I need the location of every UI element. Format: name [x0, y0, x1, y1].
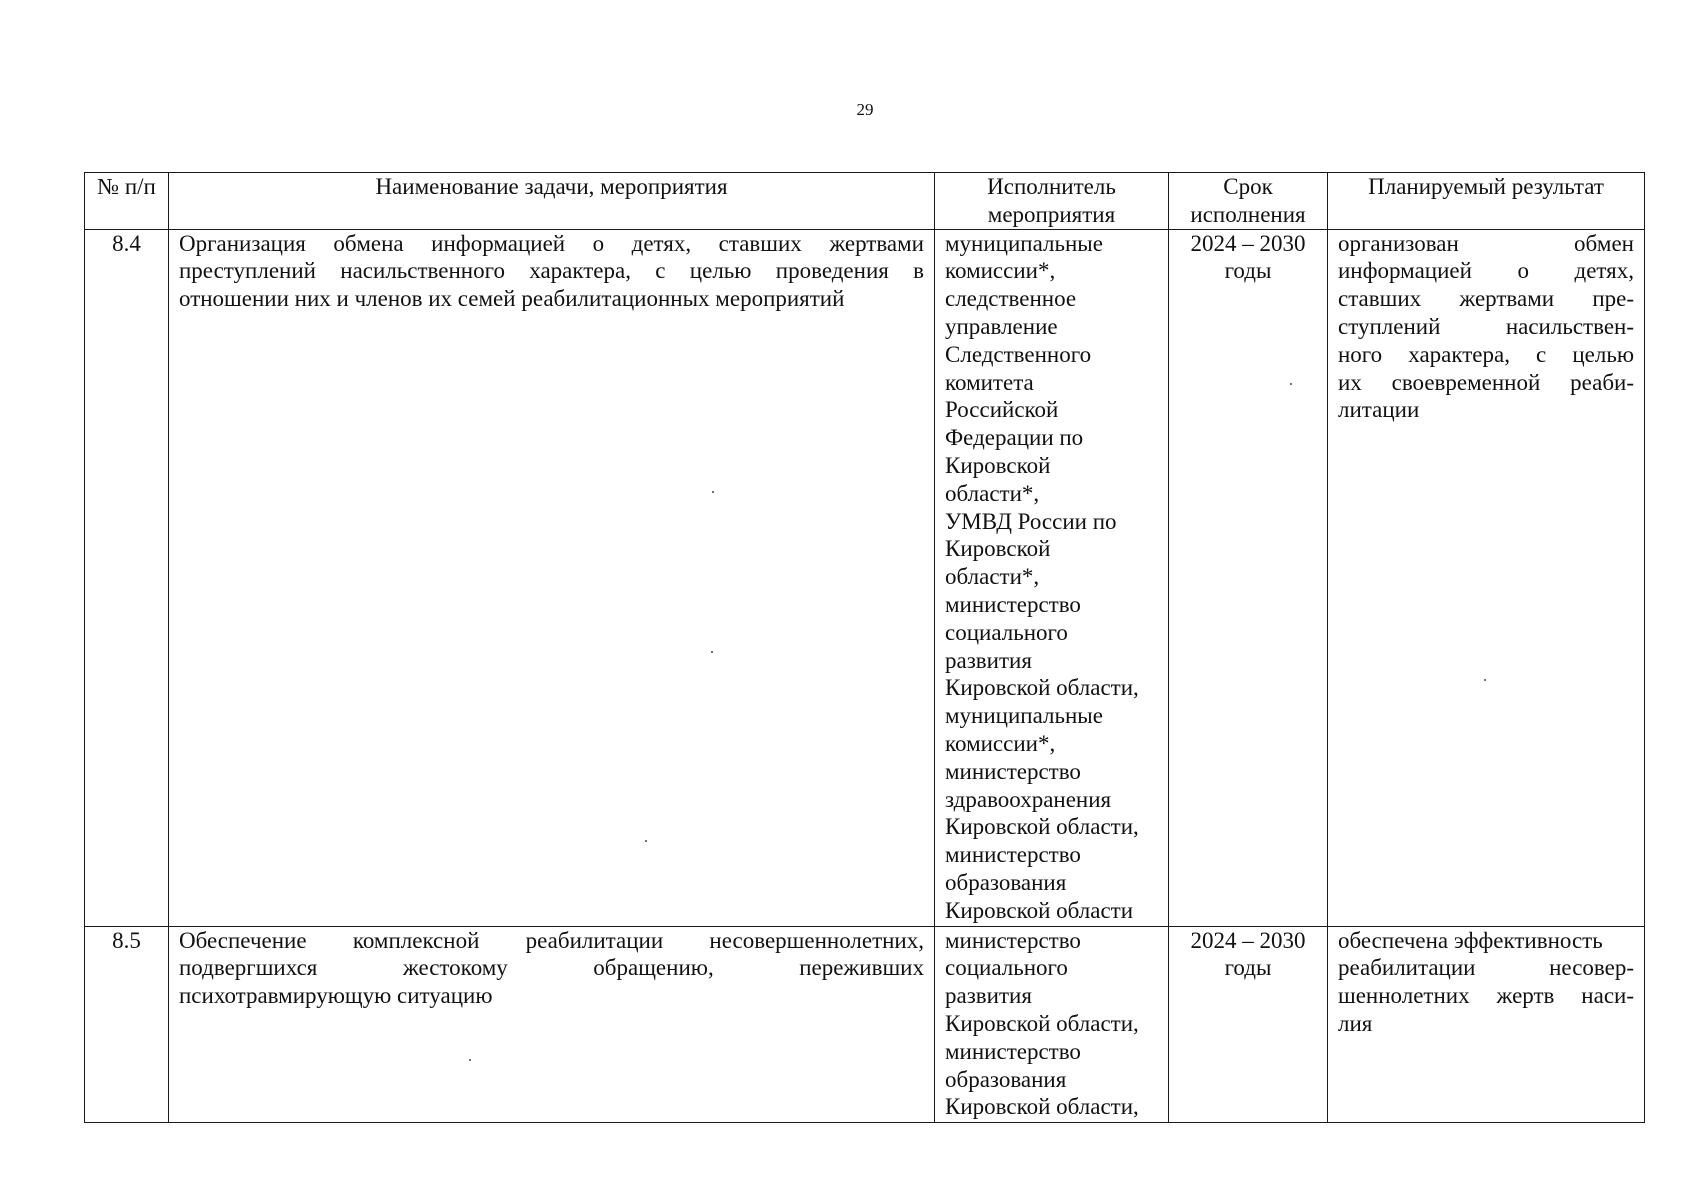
task-line: подвергшихся жестокому обращению, переживших [179, 955, 924, 981]
row-number: 8.4 [85, 229, 169, 926]
term-line: 2024 – 2030 [1190, 927, 1306, 953]
executor-line: образования [945, 869, 1067, 895]
scan-speck [469, 1059, 471, 1061]
header-result: Планируемый результат [1328, 173, 1645, 230]
executor-line: социального [945, 955, 1068, 981]
executor-line: комитета [945, 369, 1034, 395]
executor-line: министерство [945, 1038, 1081, 1064]
table-header-row [85, 173, 1645, 230]
header-executor: Исполнитель мероприятия [935, 173, 1169, 230]
executor-line: Кировской области, [945, 814, 1139, 840]
term-cell [1169, 229, 1328, 926]
executor-line: Следственного [945, 341, 1092, 367]
result-line: реабилитации несовер- [1338, 955, 1634, 981]
executor-line: муниципальные [945, 230, 1103, 256]
executor-line: Кировской области [945, 897, 1134, 923]
scan-speck [645, 840, 647, 842]
task-line: психотравмирующую ситуацию [179, 983, 493, 1009]
executor-cell [935, 926, 1169, 1122]
result-line: литации [1338, 397, 1420, 423]
executor-line: Кировской [945, 452, 1051, 478]
header-num: № п/п [85, 173, 169, 230]
result-line: их своевременной реаби- [1338, 369, 1634, 395]
executor-line: комиссии*, [945, 730, 1056, 756]
executor-line: Российской [945, 397, 1059, 423]
term-line: годы [1224, 258, 1272, 284]
term-line: 2024 – 2030 [1190, 230, 1306, 256]
scan-speck [1484, 679, 1486, 681]
executor-line: развития [945, 983, 1032, 1009]
result-cell [1328, 229, 1645, 926]
result-line: обеспечена эффективность [1338, 927, 1603, 953]
executor-line: области*, [945, 480, 1040, 506]
executor-line: муниципальные [945, 703, 1103, 729]
executor-line: Кировской области, [945, 1094, 1139, 1120]
executor-line: Федерации по [945, 425, 1084, 451]
term-cell [1169, 926, 1328, 1122]
result-line: ставших жертвами пре- [1338, 286, 1634, 312]
result-cell [1328, 926, 1645, 1122]
executor-line: Кировской области, [945, 675, 1139, 701]
task-description [169, 926, 935, 1122]
executor-line: здравоохранения [945, 786, 1112, 812]
executor-line: Кировской [945, 536, 1051, 562]
executor-line: области*, [945, 564, 1040, 590]
scan-speck [711, 651, 713, 653]
header-task: Наименование задачи, мероприятия [169, 173, 935, 230]
result-line: организован обмен [1338, 230, 1634, 256]
executor-line: социального [945, 619, 1068, 645]
executor-line: образования [945, 1066, 1067, 1092]
executor-line: УМВД России по [945, 508, 1117, 534]
executor-line: комиссии*, [945, 258, 1056, 284]
task-description: Организация обмена информацией о детях, ставших жертвами преступлений насильственного характера, с целью проведения в отношении них и членов их семей реабилитационных мероприятий [169, 229, 935, 926]
result-line: шеннолетних жертв наси- [1338, 983, 1634, 1009]
table-row [85, 926, 1645, 1122]
activities-table [84, 172, 1645, 1123]
task-line: Обеспечение комплексной реабилитации несовершеннолетних, [179, 927, 924, 953]
result-line: информацией о детях, [1338, 258, 1634, 284]
term-line: годы [1224, 955, 1272, 981]
executor-line: министерство [945, 758, 1081, 784]
executor-line: министерство [945, 591, 1081, 617]
executor-line: Кировской области, [945, 1010, 1139, 1036]
row-number: 8.5 [85, 926, 169, 1122]
table-row [85, 229, 1645, 926]
scan-speck [1290, 383, 1292, 385]
executor-line: управление [945, 313, 1058, 339]
result-line: лия [1338, 1010, 1373, 1036]
scan-speck [712, 491, 714, 493]
page-number: 29 [856, 100, 874, 119]
executor-line: развития [945, 647, 1032, 673]
result-line: ного характера, с целью [1338, 341, 1634, 367]
result-line: ступлений насильствен- [1338, 313, 1634, 339]
executor-line: следственное [945, 286, 1077, 312]
executor-cell [935, 229, 1169, 926]
header-term: Срок исполнения [1169, 173, 1328, 230]
executor-line: министерство [945, 842, 1081, 868]
executor-line: министерство [945, 927, 1081, 953]
